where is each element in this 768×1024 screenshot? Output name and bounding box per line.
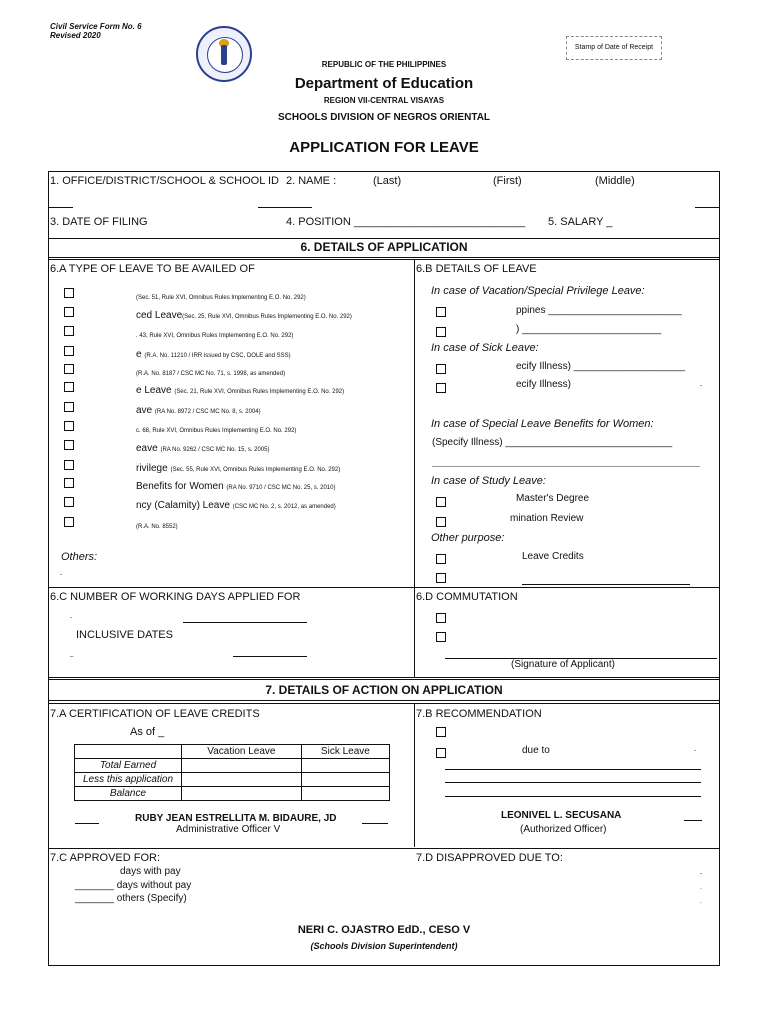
republic-text: REPUBLIC OF THE PHILIPPINES: [321, 60, 447, 69]
leave-type-checkbox[interactable]: [64, 497, 74, 507]
others-specify-label: _______ others (Specify): [75, 893, 187, 904]
commutation-not-requested-checkbox[interactable]: [436, 613, 446, 623]
deped-seal-icon: [196, 26, 252, 82]
vacation-case-label: In case of Vacation/Special Privilege Leave:: [431, 285, 645, 297]
leave-type-checkbox[interactable]: [64, 307, 74, 317]
form-revised-text: Revised 2020: [50, 31, 101, 40]
table-row: [75, 787, 390, 801]
table-row-label: Less this application: [75, 773, 182, 787]
disapproved-mark-3: .: [700, 899, 702, 905]
recommender-title: (Authorized Officer): [520, 824, 607, 835]
leave-type-checkbox[interactable]: [64, 288, 74, 298]
superintendent-name: NERI C. OJASTRO EdD., CESO V: [297, 924, 471, 936]
leave-type-name: ave: [136, 405, 155, 416]
division-text: SCHOOLS DIVISION OF NEGROS ORIENTAL: [277, 112, 491, 123]
sick-case-label: In case of Sick Leave:: [431, 342, 539, 354]
sick-hospital-checkbox[interactable]: [436, 364, 446, 374]
leave-type-checkbox[interactable]: [64, 382, 74, 392]
leave-type-reference: (R.A. No. 8187 / CSC MC No. 71, s. 1998, as amended): [136, 371, 286, 377]
vacation-within-checkbox[interactable]: [436, 307, 446, 317]
leave-type-reference: (RA No. 8972 / CSC MC No. 8, s. 2004): [154, 409, 261, 415]
leave-type-name: Benefits for Women: [136, 481, 227, 492]
leave-type-name: e: [136, 349, 145, 360]
leave-type-reference: . 43, Rule XVI, Omnibus Rules Implementing E.O. No. 292): [136, 333, 294, 339]
leave-type-label: [136, 515, 178, 533]
table-row: [75, 759, 390, 773]
leave-type-checkbox[interactable]: [64, 402, 74, 412]
leave-type-reference: (R.A. No. 8552): [136, 524, 178, 530]
due-to-mark: -: [694, 748, 696, 754]
others-label: Others:: [61, 551, 98, 563]
leave-credits-table: [74, 744, 390, 801]
terminal-leave-line[interactable]: [522, 584, 690, 585]
section7a-title: 7.A CERTIFICATION OF LEAVE CREDITS: [50, 708, 260, 720]
stamp-box: Stamp of Date of Receipt: [566, 36, 662, 60]
applicant-signature-label: (Signature of Applicant): [511, 659, 615, 670]
office-underline[interactable]: [49, 207, 73, 208]
office-label: 1. OFFICE/DISTRICT/SCHOOL & SCHOOL ID: [50, 175, 279, 187]
leave-type-reference: (Sec. 25, Rule XVI, Omnibus Rules Implementing E.O. No. 292): [182, 314, 352, 320]
disapproved-mark-1: -: [700, 871, 702, 877]
leave-type-label: [136, 495, 336, 513]
study-bar-checkbox[interactable]: [436, 517, 446, 527]
form-number-text: Civil Service Form No. 6: [50, 22, 142, 31]
sick-hospital-label: ecify Illness) ____________________: [516, 361, 686, 372]
due-to-label: due to: [522, 745, 550, 756]
study-masters-checkbox[interactable]: [436, 497, 446, 507]
leave-type-label: [136, 362, 285, 380]
section6-title: 6. DETAILS OF APPLICATION: [300, 240, 468, 254]
recommend-approval-checkbox[interactable]: [436, 727, 446, 737]
study-case-label: In case of Study Leave:: [431, 475, 546, 487]
table-cell[interactable]: [301, 759, 389, 773]
officer-title: Administrative Officer V: [176, 824, 281, 835]
days-mark: -: [70, 615, 72, 621]
leave-type-reference: (Sec. 21, Rule XVI, Omnibus Rules Implementing E.O. No. 292): [174, 389, 345, 395]
study-bar-label: mination Review: [510, 513, 584, 524]
first-name-label: (First): [493, 175, 522, 187]
leave-type-label: [136, 458, 340, 476]
leave-type-reference: c. 68, Rule XVI, Omnibus Rules Implementing E.O. No. 292): [136, 428, 297, 434]
vacation-abroad-label: ) _________________________: [516, 324, 662, 335]
table-row-label: Total Earned: [75, 759, 182, 773]
vacation-within-label: ppines ________________________: [516, 305, 682, 316]
dates-mark: _: [70, 651, 74, 657]
leave-type-reference: (RA No. 9710 / CSC MC No. 25, s. 2010): [226, 485, 336, 491]
days-without-pay-label: _______ days without pay: [75, 880, 192, 891]
recommender-name: LEONIVEL L. SECUSANA: [501, 810, 622, 821]
inclusive-dates-label: INCLUSIVE DATES: [76, 629, 173, 641]
leave-type-name: rivilege: [136, 463, 171, 474]
leave-type-label: [136, 400, 261, 418]
disapproved-mark-2: .: [700, 885, 702, 891]
section7c-title: 7.C APPROVED FOR:: [50, 852, 161, 864]
section6a-title: 6.A TYPE OF LEAVE TO BE AVAILED OF: [50, 263, 255, 275]
leave-type-label: [136, 380, 344, 398]
officer-name: RUBY JEAN ESTRELLITA M. BIDAURE, JD: [135, 813, 337, 824]
women-case-label: In case of Special Leave Benefits for Women:: [431, 418, 654, 430]
leave-type-checkbox[interactable]: [64, 440, 74, 450]
leave-type-checkbox[interactable]: [64, 517, 74, 527]
leave-type-name: ced Leave: [136, 310, 183, 321]
department-title: Department of Education: [294, 75, 474, 92]
region-text: REGION VII-CENTRAL VISAYAS: [323, 96, 445, 105]
other-purpose-label: Other purpose:: [431, 532, 505, 544]
table-header-row: [75, 745, 390, 759]
table-cell[interactable]: [182, 787, 302, 801]
leave-type-reference: (Sec. 55, Rule XVI, Omnibus Rules Implementing E.O. No. 292): [170, 467, 341, 473]
women-extra-line[interactable]: [432, 466, 700, 467]
leave-type-label: [136, 476, 335, 494]
monetization-label: Leave Credits: [522, 551, 584, 562]
table-cell[interactable]: [301, 787, 389, 801]
leave-type-name: e Leave: [136, 385, 175, 396]
sick-mark: -: [700, 383, 702, 389]
superintendent-title: (Schools Division Superintendent): [310, 941, 458, 951]
form-number: [50, 22, 142, 40]
recommendation-line-3[interactable]: [445, 796, 701, 797]
section7-title: 7. DETAILS OF ACTION ON APPLICATION: [265, 683, 503, 697]
table-header-cell: Vacation Leave: [182, 745, 302, 759]
section6d-title: 6.D COMMUTATION: [416, 591, 518, 603]
leave-type-name: eave: [136, 443, 161, 454]
leave-type-checkbox[interactable]: [64, 346, 74, 356]
leave-type-name: ncy (Calamity) Leave: [136, 500, 233, 511]
as-of-label: As of _: [130, 726, 165, 738]
leave-type-reference: (R.A. No. 11210 / IRR issued by CSC, DOLE and SSS): [144, 353, 291, 359]
others-mark: -: [60, 572, 62, 578]
days-with-pay-label: days with pay: [120, 866, 181, 877]
leave-type-label: [136, 419, 296, 437]
leave-type-checkbox[interactable]: [64, 364, 74, 374]
date-filing-label: 3. DATE OF FILING: [50, 216, 148, 228]
study-masters-label: Master's Degree: [516, 493, 590, 504]
position-label: 4. POSITION ____________________________: [286, 216, 526, 228]
women-specify-label: (Specify Illness) ______________________________: [432, 437, 673, 448]
leave-type-checkbox[interactable]: [64, 326, 74, 336]
section7b-title: 7.B RECOMMENDATION: [416, 708, 542, 720]
leave-type-checkbox[interactable]: [64, 460, 74, 470]
section6c-title: 6.C NUMBER OF WORKING DAYS APPLIED FOR: [50, 591, 301, 603]
name-label: 2. NAME :: [286, 175, 337, 187]
leave-type-checkbox[interactable]: [64, 478, 74, 488]
recommender-signature-line: [684, 820, 702, 821]
officer-signature-left-line: [75, 823, 99, 824]
working-days-line[interactable]: [183, 622, 307, 623]
table-cell[interactable]: [182, 773, 302, 787]
name-underline[interactable]: [258, 207, 312, 208]
middle-underline[interactable]: [695, 207, 719, 208]
table-header-cell: [75, 745, 182, 759]
terminal-leave-checkbox[interactable]: [436, 573, 446, 583]
table-row-label: Balance: [75, 787, 182, 801]
recommendation-line-1[interactable]: [445, 769, 701, 770]
leave-type-checkbox[interactable]: [64, 421, 74, 431]
last-name-label: (Last): [373, 175, 402, 187]
salary-label: 5. SALARY _: [548, 216, 613, 228]
monetization-checkbox[interactable]: [436, 554, 446, 564]
sick-outpatient-label: ecify Illness): [516, 379, 572, 390]
section6b-title: 6.B DETAILS OF LEAVE: [416, 263, 537, 275]
leave-type-label: [136, 324, 293, 342]
leave-type-reference: (RA No. 9262 / CSC MC No. 15, s. 2005): [160, 447, 270, 453]
leave-type-reference: (CSC MC No. 2, s. 2012, as amended): [232, 504, 336, 510]
leave-type-label: [136, 438, 270, 456]
table-cell[interactable]: [301, 773, 389, 787]
section7d-title: 7.D DISAPPROVED DUE TO:: [416, 852, 563, 864]
recommendation-line-2[interactable]: [445, 782, 701, 783]
middle-name-label: (Middle): [595, 175, 635, 187]
officer-signature-right-line: [362, 823, 388, 824]
leave-type-label: [136, 286, 306, 304]
table-row: [75, 773, 390, 787]
recommend-disapproval-checkbox[interactable]: [436, 748, 446, 758]
page-title: APPLICATION FOR LEAVE: [289, 139, 479, 156]
table-header-cell: Sick Leave: [301, 745, 389, 759]
leave-type-label: [136, 344, 291, 362]
inclusive-dates-line[interactable]: [233, 656, 307, 657]
leave-type-reference: (Sec. 51, Rule XVI, Omnibus Rules Implementing E.O. No. 292): [136, 295, 306, 301]
sick-outpatient-checkbox[interactable]: [436, 383, 446, 393]
commutation-requested-checkbox[interactable]: [436, 632, 446, 642]
vacation-abroad-checkbox[interactable]: [436, 327, 446, 337]
leave-type-label: [136, 305, 352, 323]
table-cell[interactable]: [182, 759, 302, 773]
